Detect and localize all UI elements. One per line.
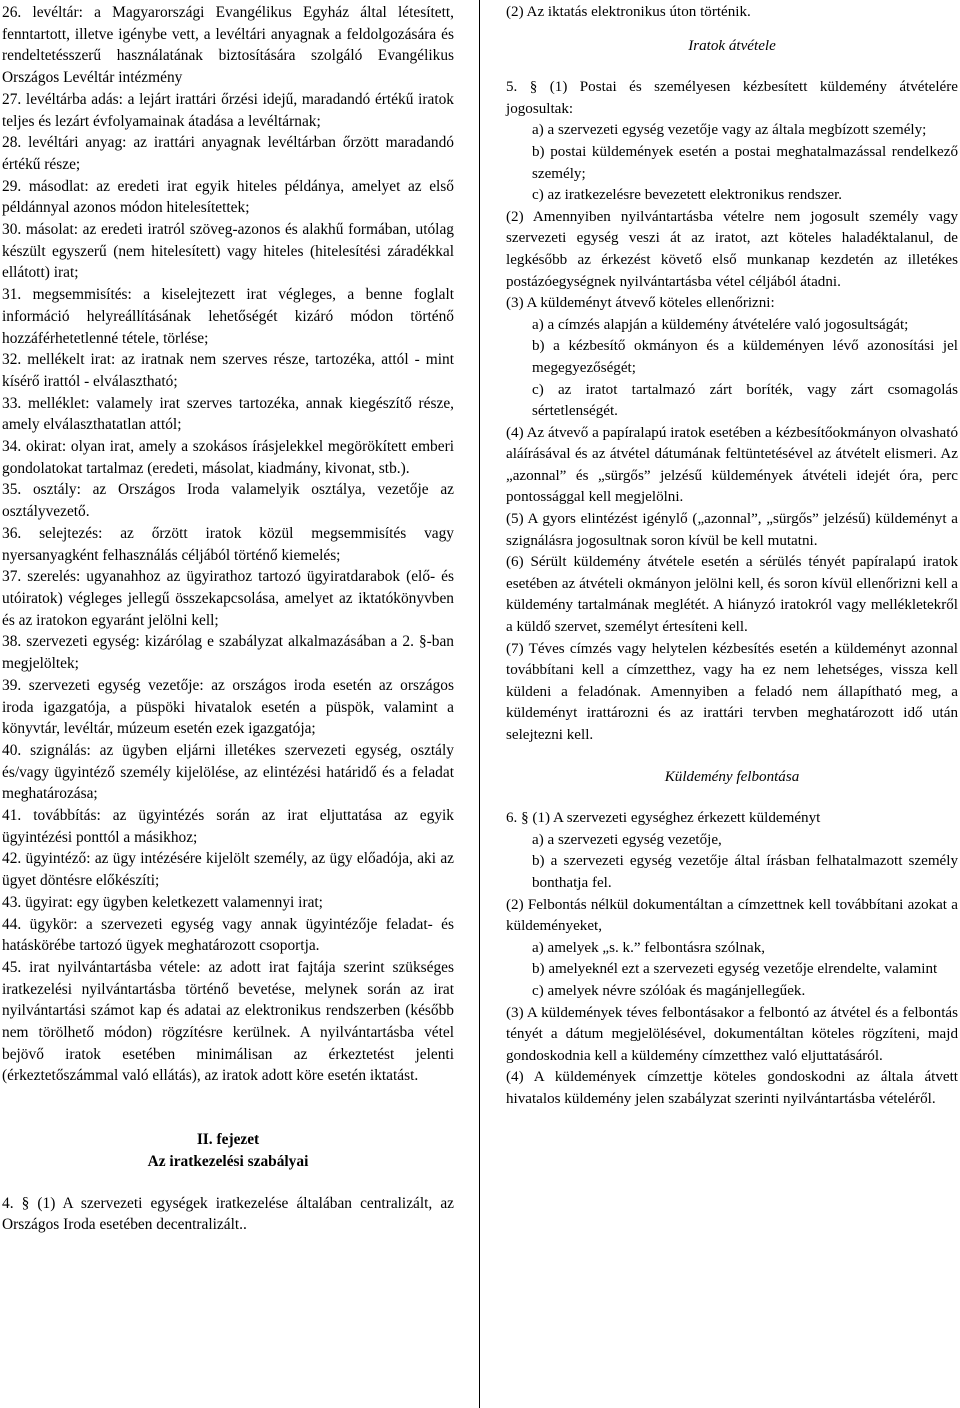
section-6-paragraph-1: 6. § (1) A szervezeti egységhez érkezett küldeményt	[506, 810, 821, 827]
chapter-number: II. fejezet	[196, 1131, 260, 1149]
chapter-title: Az iratkezelési szabályai	[147, 1152, 309, 1170]
definition-33: 33. melléklet: valamely irat szerves tartozéka, annak kiegészítő része, amely elválaszthatatlan attól;	[2, 394, 454, 434]
definition-26: 26. levéltár: a Magyarországi Evangélikus Egyház által létesített, fenntartott, illetve igénybe vett, a levéltári anyagnak a feldolgozására és rendeltetésszerű használatának biztosítására szolgáló Evangélikus Országos Levéltár intézmény	[2, 4, 454, 87]
section-6-2-a: a) amelyek „s. k.” felbontásra szólnak,	[532, 939, 766, 956]
section-5-1-a: a) a szervezeti egység vezetője vagy az általa megbízott személy;	[532, 122, 927, 139]
section-5-3-c: c) az iratot tartalmazó zárt boríték, vagy zárt csomagolás sértetlenségét.	[532, 381, 958, 420]
section-5-3-b: b) a kézbesítő okmányon és a küldeményen lévő azonosítási jel megegyezőségét;	[532, 338, 958, 376]
definition-30: 30. másolat: az eredeti iratról szöveg-azonos és alakhű formában, utólag készült egyszerű (nem hitelesített) vagy hiteles (hitelesítési záradékkal ellátott) irat;	[2, 221, 454, 282]
heading-receipt: Iratok átvétele	[688, 37, 776, 54]
section-5-paragraph-3: (3) A küldeményt átvevő köteles ellenőrizni:	[506, 295, 775, 312]
section-5-paragraph-1: 5. § (1) Postai és személyesen kézbesített küldemény átvételére jogosultak:	[506, 79, 958, 117]
definition-43: 43. ügyirat: egy ügyben keletkezett valamennyi irat;	[2, 893, 323, 911]
section-6-1-b: b) a szervezeti egység vezetője által írásban felhatalmazott személy bonthatja fel.	[532, 853, 958, 891]
section-5-paragraph-5: (5) A gyors elintézést igénylő („azonnal”, „sürgős” jelzésű) küldeményt a szignálásra jogosultnak soron kívül be kell mutatni.	[506, 511, 958, 549]
definition-28: 28. levéltári anyag: az irattári anyagnak levéltárban őrzött maradandó értékű része;	[2, 134, 454, 173]
section-5-3-a: a) a címzés alapján a küldemény átvételére való jogosultságát;	[532, 316, 909, 333]
definition-44: 44. ügykör: a szervezeti egység vagy annak ügyintézője feladat- és hatáskörébe tartozó ügyek meghatározott csoportja.	[2, 915, 454, 955]
definition-31: 31. megsemmisítés: a kiselejtezett irat végleges, a benne foglalt információ helyreállításának lehetőségét kizáró módon történő hozzáférhetetlenné tétele, törlése;	[2, 286, 454, 347]
section-6-paragraph-2: (2) Felbontás nélkül dokumentáltan a címzettnek kell továbbítani azokat a küldeményeket,	[506, 896, 958, 935]
heading-opening: Küldemény felbontása	[664, 768, 800, 785]
definition-35: 35. osztály: az Országos Iroda valamelyik osztálya, vezetője az osztályvezető.	[2, 481, 454, 521]
section-5-paragraph-6: (6) Sérült küldemény átvétele esetén a sérülés tényét papíralapú iratok esetében az átvételi okmányon jelölni kell, és soron kívül ellenőrizni kell a küldemény tartalmának meglétét. A hiányzó iratokról vagy mellékletekről a küldő szervet, személyt értesíteni kell.	[506, 554, 958, 636]
definition-38: 38. szervezeti egység: kizárólag e szabályzat alkalmazásában a 2. §-ban megjelöltek;	[2, 633, 454, 673]
definition-29: 29. másodlat: az eredeti irat egyik hiteles példánya, amelyet az első példánnyal azonos módon hitelesítettek;	[2, 177, 454, 217]
section-6-2-c: c) amelyek névre szólóak és magánjellegűek.	[532, 982, 806, 999]
definition-27: 27. levéltárba adás: a lejárt irattári őrzési idejű, maradandó értékű iratok teljes és lezárt évfolyamainak átadása a levéltárnak;	[2, 90, 454, 130]
definition-36: 36. selejtezés: az őrzött iratok közül megsemmisítés vagy nyersanyagként felhasználás céljából történő kiemelés;	[2, 524, 454, 564]
definition-37: 37. szerelés: ugyanahhoz az ügyirathoz tartozó ügyiratdarabok (elő- és utóiratok) végleges jellegű összekapcsolása, amelyet az iktatókönyvben és az iratokon egyaránt jelölni kell;	[2, 568, 454, 629]
definition-41: 41. továbbítás: az ügyintézés során az irat eljuttatása az egyik ügyintézési ponttól a másikhoz;	[2, 807, 454, 846]
section-6-paragraph-3: (3) A küldemények téves felbontásakor a felbontó az átvétel és a felbontás tényét a dátum megjelölésével, dokumentáltan köteles rögzíteni, majd gondoskodnia kell a küldemény címzetthez való eljuttatásáról.	[506, 1004, 958, 1064]
section-4-paragraph-2: (2) Az iktatás elektronikus úton történik.	[506, 4, 751, 20]
section-5-1-c: c) az iratkezelésre bevezetett elektronikus rendszer.	[532, 187, 843, 204]
section-5-paragraph-4: (4) Az átvevő a papíralapú iratok esetében a kézbesítőokmányon olvasható aláírásával és az átvétel dátumának feltüntetésével az átvételt elismeri. Az „azonnal” és „sürgős” jelzésű küldemények átvételi idejét óra, perc pontossággal kell megjelölni.	[506, 424, 958, 506]
definition-39: 39. szervezeti egység vezetője: az országos iroda esetén az országos iroda igazgatója, a püspöki hivatalok esetén a püspök, valamint a könyvtár, levéltár, múzeum esetén ezek igazgatója;	[2, 676, 454, 738]
column-divider	[479, 0, 480, 1408]
section-5-paragraph-7: (7) Téves címzés vagy helytelen kézbesítés esetén a küldeményt azonnal továbbítani kell a címzetthez, vagy ha ez nem lehetséges, vissza kell küldeni a feladónak. Amennyiben a feladó nem állapítható meg, a küldeményt irattározni és az irattári tervben meghatározott idő után selejtezni kell.	[506, 640, 958, 743]
section-5-1-b: b) postai küldemények esetén a postai meghatalmazással rendelkező személy;	[532, 143, 958, 182]
left-column	[2, 2, 454, 1236]
section-6-paragraph-4: (4) A küldemények címzettje köteles gondoskodni az általa átvett hivatalos küldemény jelen szabályzat szerinti nyilvántartásba vételéről.	[506, 1069, 958, 1107]
section-4-paragraph-1: 4. § (1) A szervezeti egységek iratkezelése általában centralizált, az Országos Iroda esetében decentralizált..	[2, 1194, 454, 1234]
section-5-paragraph-2: (2) Amennyiben nyilvántartásba vételre nem jogosult személy vagy szervezeti egység veszi át az iratot, azt köteles haladéktalanul, de legkésőbb az érkezést követő első munkanap kezdetén az illetékes postázóegységnek nyilvántartásba vétel céljából átadni.	[506, 208, 958, 290]
section-6-1-a: a) a szervezeti egység vezetője,	[532, 831, 722, 848]
definition-40: 40. szignálás: az ügyben eljárni illetékes szervezeti egység, osztály és/vagy ügyintéző személy kijelölése, az elintézési határidő és a feladat meghatározása;	[2, 741, 454, 803]
section-6-2-b: b) amelyeknél ezt a szervezeti egység vezetője elrendelte, valamint	[532, 961, 938, 978]
right-column	[506, 2, 958, 1111]
definition-32: 32. mellékelt irat: az iratnak nem szerves része, tartozéka, attól - mint kísérő irattól - elválasztható;	[2, 351, 454, 390]
definition-45: 45. irat nyilvántartásba vétele: az adott irat fajtája szerint szükséges iratkezelési nyilvántartásba történő bevetése, melynek során az irat nyilvántartási számot kap és adatai az elektronikus rendszerben (később nem törölhető módon) rögzítésre kerülnek. A nyilvántartásba vétel bejövő iratok esetében minimálisan az érkeztetést jelenti (érkeztetőszámmal való ellátás), az iratok adott köre esetén iktatást.	[2, 958, 454, 1085]
definition-42: 42. ügyintéző: az ügy intézésére kijelölt személy, az ügy előadója, aki az ügyet döntésre előkészíti;	[2, 850, 454, 890]
definition-34: 34. okirat: olyan irat, amely a szokásos írásjelekkel megörökített emberi gondolatokat tartalmaz (eredeti, másolat, kiadmány, kivonat, stb.).	[2, 438, 454, 477]
